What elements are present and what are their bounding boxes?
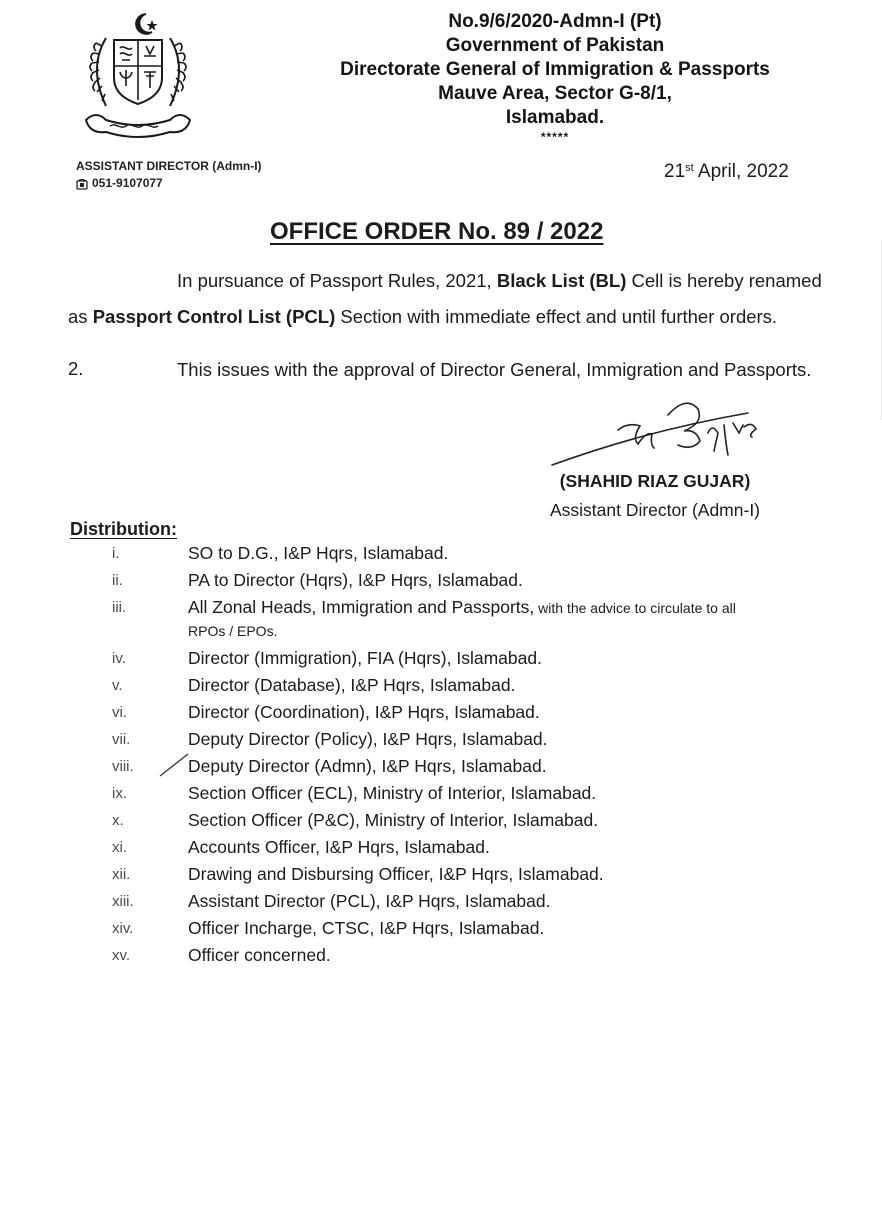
list-item-number: iii.	[112, 599, 127, 616]
list-item	[112, 596, 812, 642]
list-item-text-with-note	[188, 596, 736, 642]
list-item-number: iv.	[112, 650, 126, 667]
list-item	[112, 863, 812, 885]
distribution-list	[112, 542, 812, 971]
list-item	[112, 782, 812, 804]
para1-line2	[68, 306, 777, 328]
list-item	[112, 890, 812, 912]
list-item-text: Director (Immigration), FIA (Hqrs), Islamabad.	[188, 648, 542, 668]
sender-block	[76, 158, 262, 192]
list-item	[112, 701, 812, 723]
list-item-text: Section Officer (ECL), Ministry of Interior, Islamabad.	[188, 783, 597, 803]
list-item-text: Deputy Director (Admn), I&P Hqrs, Islamabad.	[188, 756, 547, 776]
list-item-text: All Zonal Heads, Immigration and Passports,	[188, 597, 535, 617]
list-item-number: i.	[112, 545, 120, 562]
list-item	[112, 569, 812, 591]
list-item	[112, 728, 812, 750]
sender-phone: 051-9107077	[92, 176, 163, 190]
list-item-number: viii.	[112, 758, 134, 775]
list-item-text: Deputy Director (Policy), I&P Hqrs, Islamabad.	[188, 729, 548, 749]
order-date	[664, 161, 789, 183]
directorate-name: Directorate General of Immigration & Passports	[340, 59, 770, 80]
list-item	[112, 542, 812, 564]
list-item	[112, 674, 812, 696]
list-item-text: Officer Incharge, CTSC, I&P Hqrs, Islamabad.	[188, 918, 545, 938]
list-item	[112, 836, 812, 858]
list-item-number: v.	[112, 677, 123, 694]
list-item-number: xiii.	[112, 893, 134, 910]
list-item	[112, 755, 812, 777]
list-item-number: xiv.	[112, 920, 134, 937]
list-item-number: x.	[112, 812, 124, 829]
para2-number: 2.	[68, 358, 84, 379]
date-day: 21	[664, 161, 686, 182]
file-number: No.9/6/2020-Admn-I (Pt)	[448, 11, 662, 32]
list-item-text: Section Officer (P&C), Ministry of Interior, Islamabad.	[188, 810, 599, 830]
letterhead	[340, 10, 770, 144]
distribution-heading: Distribution:	[70, 519, 177, 539]
date-suffix: st	[685, 162, 694, 174]
document-title: OFFICE ORDER No. 89 / 2022	[270, 218, 604, 245]
para1-text-a: In pursuance of Passport Rules, 2021,	[177, 270, 497, 291]
handwritten-tick-mark	[158, 752, 190, 778]
list-item-note-continued: RPOs / EPOs.	[188, 623, 278, 639]
sender-phone-row	[76, 175, 262, 192]
list-item	[112, 809, 812, 831]
sender-designation: ASSISTANT DIRECTOR (Admn-I)	[76, 159, 262, 173]
government-name: Government of Pakistan	[445, 35, 665, 56]
list-item-note: with the advice to circulate to all	[534, 600, 736, 616]
handwritten-signature	[548, 385, 798, 475]
list-item-number: vii.	[112, 731, 131, 748]
list-item-text: Director (Database), I&P Hqrs, Islamabad.	[188, 675, 516, 695]
list-item-text: PA to Director (Hqrs), I&P Hqrs, Islamabad.	[188, 570, 523, 590]
list-item-number: xv.	[112, 947, 131, 964]
address-line: Mauve Area, Sector G-8/1,	[438, 83, 672, 104]
signatory-block	[540, 467, 770, 525]
list-item-number: ix.	[112, 785, 127, 802]
telephone-icon	[76, 178, 88, 190]
para1-line2-text-c: Section with immediate effect and until further orders.	[335, 306, 778, 327]
signatory-designation: Assistant Director (Admn-I)	[549, 500, 761, 520]
para1-bold-pcl: Passport Control List (PCL)	[92, 306, 336, 327]
list-item	[112, 647, 812, 669]
government-of-pakistan-emblem	[76, 8, 200, 148]
list-item-text: Drawing and Disbursing Officer, I&P Hqrs, Islamabad.	[188, 864, 604, 884]
list-item-number: xii.	[112, 866, 131, 883]
para1-line1	[177, 270, 822, 292]
para1-line2-text-a: as	[68, 306, 93, 327]
list-item-number: xi.	[112, 839, 127, 856]
scan-edge-shadow	[875, 240, 882, 420]
list-item-text: Assistant Director (PCL), I&P Hqrs, Islamabad.	[188, 891, 551, 911]
para2-text: This issues with the approval of Director General, Immigration and Passports.	[177, 359, 812, 380]
list-item	[112, 917, 812, 939]
list-item-text: Director (Coordination), I&P Hqrs, Islamabad.	[188, 702, 540, 722]
city-line: Islamabad.	[505, 107, 605, 128]
para1-bold-blacklist: Black List (BL)	[496, 270, 627, 291]
list-item	[112, 944, 812, 966]
signatory-name: (SHAHID RIAZ GUJAR)	[559, 471, 751, 491]
para1-text-c: Cell is hereby renamed	[626, 270, 822, 291]
list-item-text: Accounts Officer, I&P Hqrs, Islamabad.	[188, 837, 490, 857]
date-rest: April, 2022	[693, 161, 789, 182]
list-item-number: vi.	[112, 704, 127, 721]
list-item-text: SO to D.G., I&P Hqrs, Islamabad.	[188, 543, 449, 563]
list-item-number: ii.	[112, 572, 123, 589]
list-item-text: Officer concerned.	[188, 945, 331, 965]
header-stars: *****	[540, 130, 570, 144]
